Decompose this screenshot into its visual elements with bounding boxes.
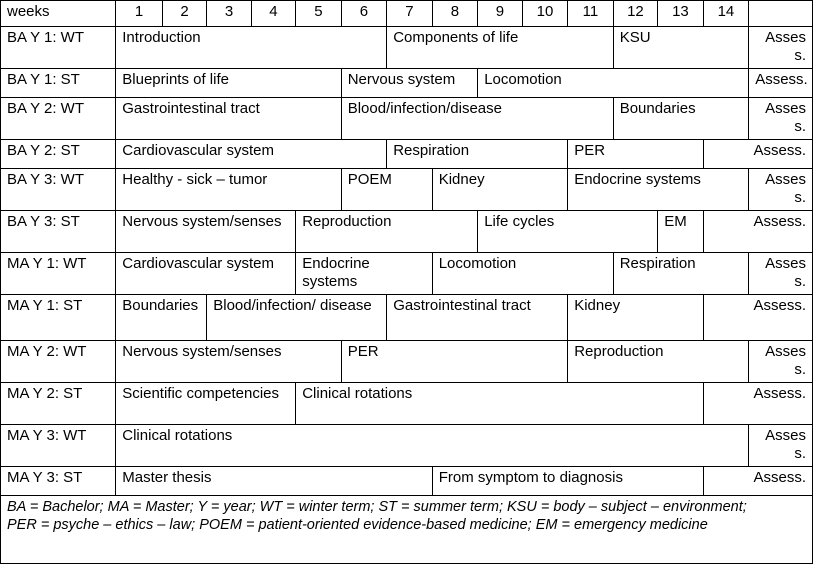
module-cell: EM xyxy=(658,211,704,253)
module-cell: Clinical rotations xyxy=(296,383,703,425)
term-row xyxy=(1,295,813,341)
module-cell: Respiration xyxy=(613,253,748,295)
week-number: 7 xyxy=(387,1,433,27)
legend xyxy=(1,496,813,564)
term-row xyxy=(1,467,813,496)
week-number: 9 xyxy=(478,1,522,27)
week-number: 12 xyxy=(613,1,657,27)
module-cell: KSU xyxy=(613,27,748,69)
module-cell: Cardiovascular system xyxy=(116,253,296,295)
week-number: 1 xyxy=(116,1,163,27)
module-cell: Blueprints of life xyxy=(116,69,341,98)
module-cell: Nervous system/senses xyxy=(116,341,341,383)
week-number: 6 xyxy=(341,1,387,27)
assessment-cell: Assess. xyxy=(749,425,813,467)
legend-line: PER = psyche – ethics – law; POEM = patient-oriented evidence-based medicine; EM = emergency medicine xyxy=(7,517,708,533)
module-cell: Reproduction xyxy=(296,211,478,253)
module-cell: PER xyxy=(568,140,703,169)
term-label: MA Y 1: ST xyxy=(1,295,116,341)
assessment-cell: Assess. xyxy=(703,383,812,425)
weeks-label: weeks xyxy=(1,1,116,27)
module-cell: Endocrine systems xyxy=(296,253,433,295)
term-label: MA Y 3: WT xyxy=(1,425,116,467)
module-cell: Gastrointestinal tract xyxy=(116,98,341,140)
term-label: BA Y 2: ST xyxy=(1,140,116,169)
module-cell: Clinical rotations xyxy=(116,425,749,467)
term-row xyxy=(1,169,813,211)
module-cell: Scientific competencies xyxy=(116,383,296,425)
term-label: BA Y 1: ST xyxy=(1,69,116,98)
assessment-cell: Assess. xyxy=(749,27,813,69)
week-number: 2 xyxy=(162,1,206,27)
module-cell: Blood/infection/ disease xyxy=(207,295,387,341)
module-cell: POEM xyxy=(341,169,432,211)
term-label: BA Y 3: WT xyxy=(1,169,116,211)
assessment-cell: Assess. xyxy=(749,169,813,211)
week-number: 3 xyxy=(207,1,251,27)
module-cell: Reproduction xyxy=(568,341,749,383)
term-label: MA Y 1: WT xyxy=(1,253,116,295)
module-cell: Healthy - sick – tumor xyxy=(116,169,341,211)
module-cell: Endocrine systems xyxy=(568,169,749,211)
legend-line: BA = Bachelor; MA = Master; Y = year; WT = winter term; ST = summer term; KSU = body – subject – environment; xyxy=(7,499,747,515)
term-row xyxy=(1,425,813,467)
term-row xyxy=(1,140,813,169)
term-row xyxy=(1,341,813,383)
module-cell: Components of life xyxy=(387,27,613,69)
module-cell: Boundaries xyxy=(613,98,748,140)
week-number: 4 xyxy=(251,1,295,27)
week-number: 5 xyxy=(296,1,342,27)
module-cell: Kidney xyxy=(568,295,703,341)
assessment-cell: Assess. xyxy=(703,295,812,341)
term-label: MA Y 2: ST xyxy=(1,383,116,425)
weeks-header-row xyxy=(1,1,813,27)
module-cell: Locomotion xyxy=(432,253,613,295)
module-cell: Blood/infection/disease xyxy=(341,98,613,140)
assessment-cell: Assess. xyxy=(749,69,813,98)
week-number: 10 xyxy=(522,1,568,27)
week-number: 8 xyxy=(432,1,478,27)
week-number: 13 xyxy=(658,1,704,27)
module-cell: Boundaries xyxy=(116,295,207,341)
legend-row xyxy=(1,496,813,564)
term-label: BA Y 3: ST xyxy=(1,211,116,253)
term-row xyxy=(1,211,813,253)
module-cell: Kidney xyxy=(432,169,567,211)
empty-header-cell xyxy=(749,1,813,27)
week-number: 11 xyxy=(568,1,614,27)
assessment-cell: Assess. xyxy=(703,467,812,496)
module-cell: PER xyxy=(341,341,567,383)
module-cell: Master thesis xyxy=(116,467,432,496)
term-row xyxy=(1,27,813,69)
module-cell: Life cycles xyxy=(478,211,658,253)
term-label: BA Y 1: WT xyxy=(1,27,116,69)
assessment-cell: Assess. xyxy=(749,253,813,295)
module-cell: From symptom to diagnosis xyxy=(432,467,703,496)
term-row xyxy=(1,98,813,140)
term-row xyxy=(1,383,813,425)
module-cell: Cardiovascular system xyxy=(116,140,387,169)
term-row xyxy=(1,69,813,98)
term-label: MA Y 2: WT xyxy=(1,341,116,383)
module-cell: Gastrointestinal tract xyxy=(387,295,568,341)
term-row xyxy=(1,253,813,295)
module-cell: Nervous system/senses xyxy=(116,211,296,253)
assessment-cell: Assess. xyxy=(703,140,812,169)
assessment-cell: Assess. xyxy=(703,211,812,253)
module-cell: Nervous system xyxy=(341,69,478,98)
module-cell: Locomotion xyxy=(478,69,749,98)
assessment-cell: Assess. xyxy=(749,98,813,140)
term-label: MA Y 3: ST xyxy=(1,467,116,496)
module-cell: Respiration xyxy=(387,140,568,169)
assessment-cell: Assess. xyxy=(749,341,813,383)
module-cell: Introduction xyxy=(116,27,387,69)
term-label: BA Y 2: WT xyxy=(1,98,116,140)
week-number: 14 xyxy=(703,1,749,27)
